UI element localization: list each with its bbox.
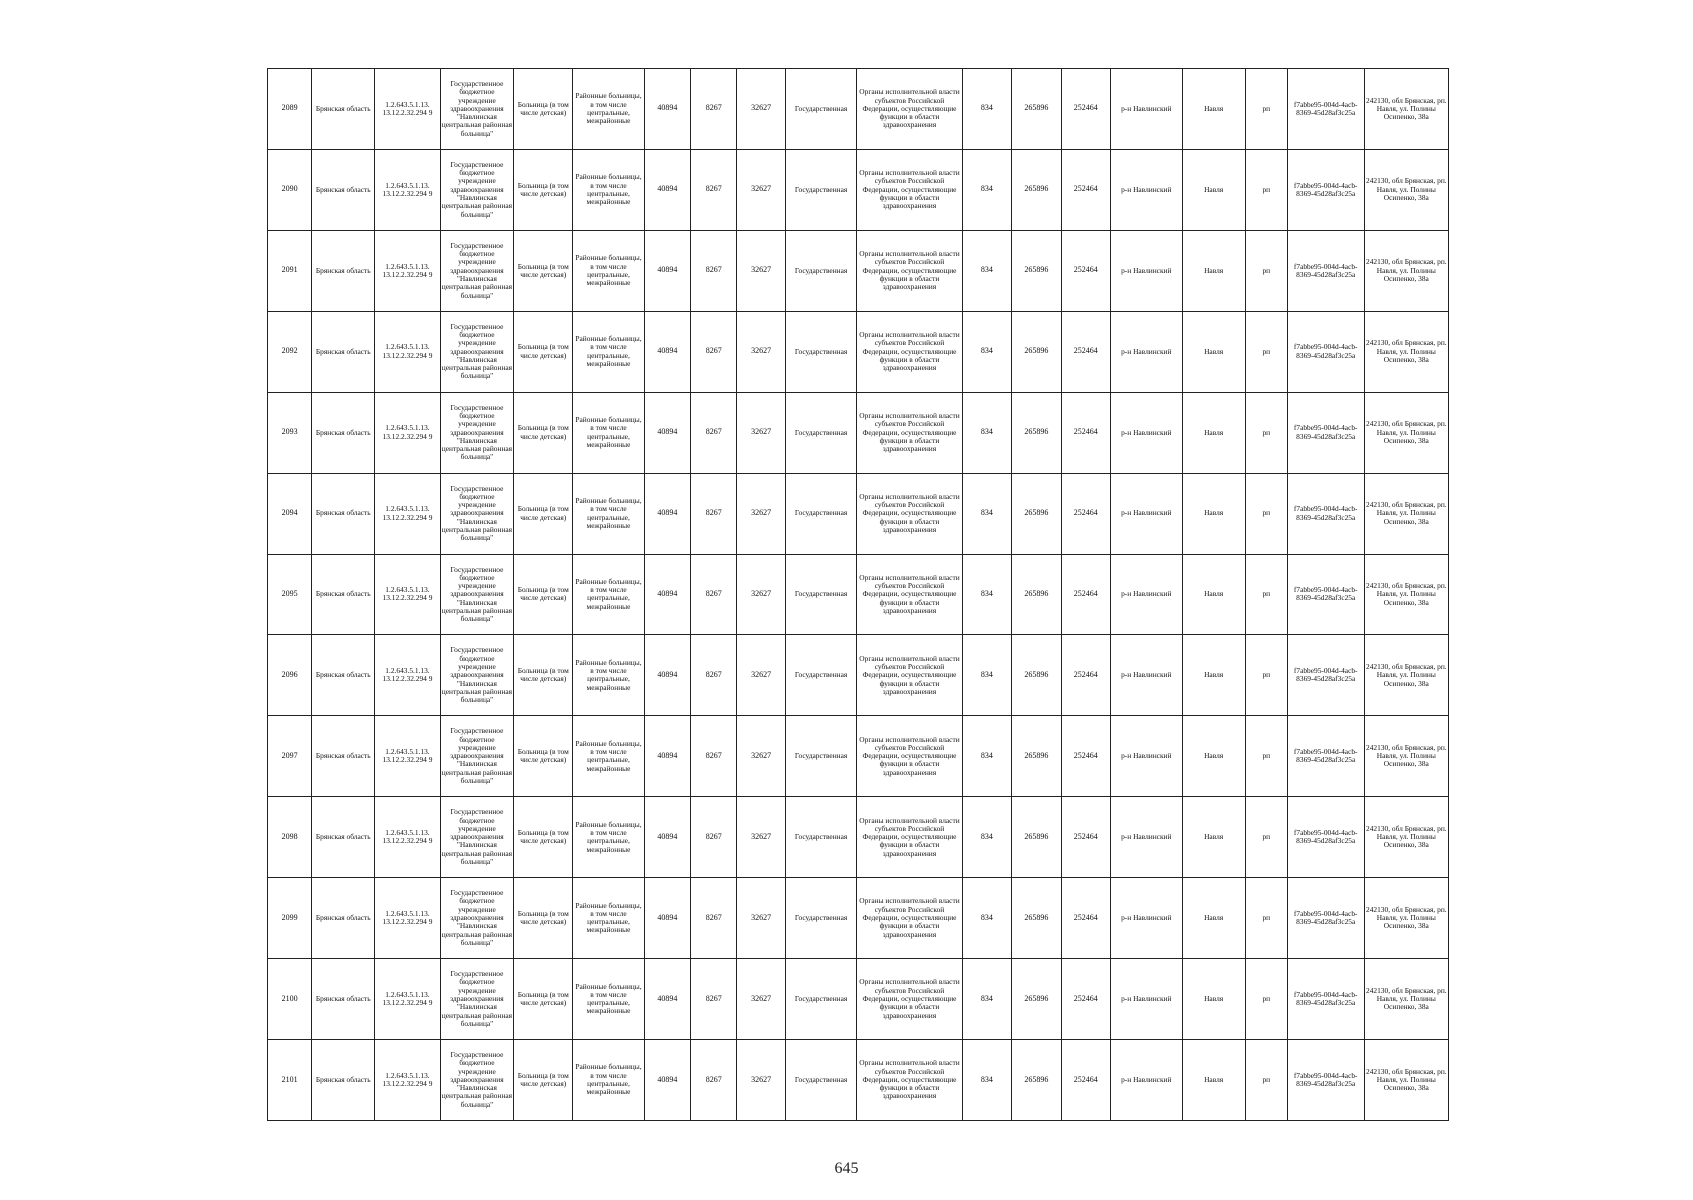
cell-oid: 1.2.643.5.1.13. 13.12.2.32.294 9 xyxy=(375,473,440,554)
cell-organization-name: Государственное бюджетное учреждение здравоохранения "Навлинская центральная районная больница" xyxy=(440,959,514,1040)
cell-facility-subtype: Районные больницы, в том числе центральные, межрайонные xyxy=(573,149,645,230)
cell-region: Брянская область xyxy=(312,311,375,392)
cell-governing-body: Органы исполнительной власти субъектов Российской Федерации, осуществляющие функции в области здравоохранения xyxy=(857,149,962,230)
cell-code-b: 8267 xyxy=(691,716,737,797)
cell-code-f: 252464 xyxy=(1061,959,1110,1040)
table-row xyxy=(268,473,1449,554)
cell-address: 242130, обл Брянская, рп. Навля, ул. Полины Осипенко, 38а xyxy=(1364,69,1448,150)
cell-district: р-н Навлинский xyxy=(1111,878,1183,959)
cell-ownership: Государственная xyxy=(785,69,857,150)
cell-oid: 1.2.643.5.1.13. 13.12.2.32.294 9 xyxy=(375,635,440,716)
cell-district: р-н Навлинский xyxy=(1111,716,1183,797)
cell-address: 242130, обл Брянская, рп. Навля, ул. Полины Осипенко, 38а xyxy=(1364,473,1448,554)
cell-governing-body: Органы исполнительной власти субъектов Российской Федерации, осуществляющие функции в области здравоохранения xyxy=(857,959,962,1040)
cell-code-c: 32627 xyxy=(737,1040,785,1121)
cell-code-b: 8267 xyxy=(691,797,737,878)
cell-code-d: 834 xyxy=(962,392,1011,473)
cell-guid: f7abbe95-004d-4acb-8369-45d28af3c25a xyxy=(1287,635,1364,716)
cell-code-a: 40894 xyxy=(644,69,690,150)
cell-address: 242130, обл Брянская, рп. Навля, ул. Полины Осипенко, 38а xyxy=(1364,554,1448,635)
cell-district: р-н Навлинский xyxy=(1111,473,1183,554)
cell-organization-name: Государственное бюджетное учреждение здравоохранения "Навлинская центральная районная больница" xyxy=(440,716,514,797)
cell-code-e: 265896 xyxy=(1012,554,1061,635)
cell-code-f: 252464 xyxy=(1061,716,1110,797)
cell-code-c: 32627 xyxy=(737,230,785,311)
cell-guid: f7abbe95-004d-4acb-8369-45d28af3c25a xyxy=(1287,716,1364,797)
cell-ownership: Государственная xyxy=(785,716,857,797)
cell-code-f: 252464 xyxy=(1061,554,1110,635)
cell-code-e: 265896 xyxy=(1012,1040,1061,1121)
cell-facility-type: Больница (в том числе детская) xyxy=(514,1040,573,1121)
cell-code-c: 32627 xyxy=(737,716,785,797)
cell-locality-type: рп xyxy=(1245,311,1287,392)
table-body xyxy=(268,69,1449,1121)
cell-code-c: 32627 xyxy=(737,797,785,878)
cell-facility-type: Больница (в том числе детская) xyxy=(514,69,573,150)
cell-row-number: 2100 xyxy=(268,959,312,1040)
cell-district: р-н Навлинский xyxy=(1111,554,1183,635)
cell-region: Брянская область xyxy=(312,473,375,554)
cell-oid: 1.2.643.5.1.13. 13.12.2.32.294 9 xyxy=(375,554,440,635)
cell-code-c: 32627 xyxy=(737,311,785,392)
cell-organization-name: Государственное бюджетное учреждение здравоохранения "Навлинская центральная районная больница" xyxy=(440,392,514,473)
cell-facility-subtype: Районные больницы, в том числе центральные, межрайонные xyxy=(573,554,645,635)
cell-code-d: 834 xyxy=(962,635,1011,716)
cell-ownership: Государственная xyxy=(785,797,857,878)
cell-locality-type: рп xyxy=(1245,716,1287,797)
cell-facility-subtype: Районные больницы, в том числе центральные, межрайонные xyxy=(573,716,645,797)
cell-code-f: 252464 xyxy=(1061,473,1110,554)
cell-code-a: 40894 xyxy=(644,311,690,392)
cell-facility-subtype: Районные больницы, в том числе центральные, межрайонные xyxy=(573,635,645,716)
cell-row-number: 2098 xyxy=(268,797,312,878)
cell-oid: 1.2.643.5.1.13. 13.12.2.32.294 9 xyxy=(375,716,440,797)
cell-region: Брянская область xyxy=(312,69,375,150)
cell-locality: Навля xyxy=(1182,797,1245,878)
cell-facility-type: Больница (в том числе детская) xyxy=(514,797,573,878)
cell-oid: 1.2.643.5.1.13. 13.12.2.32.294 9 xyxy=(375,392,440,473)
cell-row-number: 2092 xyxy=(268,311,312,392)
cell-oid: 1.2.643.5.1.13. 13.12.2.32.294 9 xyxy=(375,797,440,878)
cell-code-e: 265896 xyxy=(1012,878,1061,959)
cell-locality-type: рп xyxy=(1245,473,1287,554)
cell-guid: f7abbe95-004d-4acb-8369-45d28af3c25a xyxy=(1287,797,1364,878)
cell-district: р-н Навлинский xyxy=(1111,311,1183,392)
cell-locality: Навля xyxy=(1182,554,1245,635)
cell-region: Брянская область xyxy=(312,554,375,635)
cell-locality-type: рп xyxy=(1245,554,1287,635)
cell-address: 242130, обл Брянская, рп. Навля, ул. Полины Осипенко, 38а xyxy=(1364,716,1448,797)
cell-locality: Навля xyxy=(1182,635,1245,716)
cell-code-c: 32627 xyxy=(737,473,785,554)
cell-organization-name: Государственное бюджетное учреждение здравоохранения "Навлинская центральная районная больница" xyxy=(440,473,514,554)
cell-code-a: 40894 xyxy=(644,716,690,797)
cell-row-number: 2090 xyxy=(268,149,312,230)
cell-row-number: 2099 xyxy=(268,878,312,959)
cell-facility-subtype: Районные больницы, в том числе центральные, межрайонные xyxy=(573,392,645,473)
cell-code-b: 8267 xyxy=(691,959,737,1040)
table-row xyxy=(268,554,1449,635)
cell-oid: 1.2.643.5.1.13. 13.12.2.32.294 9 xyxy=(375,230,440,311)
cell-district: р-н Навлинский xyxy=(1111,230,1183,311)
cell-governing-body: Органы исполнительной власти субъектов Российской Федерации, осуществляющие функции в области здравоохранения xyxy=(857,230,962,311)
cell-address: 242130, обл Брянская, рп. Навля, ул. Полины Осипенко, 38а xyxy=(1364,635,1448,716)
cell-code-f: 252464 xyxy=(1061,797,1110,878)
registry-table xyxy=(267,68,1449,1121)
cell-code-f: 252464 xyxy=(1061,392,1110,473)
cell-locality-type: рп xyxy=(1245,635,1287,716)
cell-locality: Навля xyxy=(1182,69,1245,150)
cell-code-a: 40894 xyxy=(644,149,690,230)
cell-code-a: 40894 xyxy=(644,554,690,635)
cell-organization-name: Государственное бюджетное учреждение здравоохранения "Навлинская центральная районная больница" xyxy=(440,69,514,150)
cell-code-e: 265896 xyxy=(1012,69,1061,150)
cell-code-d: 834 xyxy=(962,716,1011,797)
cell-locality-type: рп xyxy=(1245,149,1287,230)
cell-row-number: 2089 xyxy=(268,69,312,150)
cell-code-b: 8267 xyxy=(691,1040,737,1121)
cell-facility-type: Больница (в том числе детская) xyxy=(514,230,573,311)
cell-facility-type: Больница (в том числе детская) xyxy=(514,959,573,1040)
cell-facility-subtype: Районные больницы, в том числе центральные, межрайонные xyxy=(573,797,645,878)
cell-oid: 1.2.643.5.1.13. 13.12.2.32.294 9 xyxy=(375,149,440,230)
cell-facility-subtype: Районные больницы, в том числе центральные, межрайонные xyxy=(573,1040,645,1121)
cell-locality-type: рп xyxy=(1245,392,1287,473)
cell-region: Брянская область xyxy=(312,1040,375,1121)
cell-code-a: 40894 xyxy=(644,635,690,716)
cell-guid: f7abbe95-004d-4acb-8369-45d28af3c25a xyxy=(1287,149,1364,230)
cell-locality: Навля xyxy=(1182,230,1245,311)
cell-code-a: 40894 xyxy=(644,1040,690,1121)
cell-code-c: 32627 xyxy=(737,69,785,150)
cell-region: Брянская область xyxy=(312,797,375,878)
table-row xyxy=(268,311,1449,392)
cell-ownership: Государственная xyxy=(785,149,857,230)
cell-locality: Навля xyxy=(1182,392,1245,473)
table-row xyxy=(268,149,1449,230)
cell-code-e: 265896 xyxy=(1012,959,1061,1040)
cell-code-b: 8267 xyxy=(691,635,737,716)
cell-address: 242130, обл Брянская, рп. Навля, ул. Полины Осипенко, 38а xyxy=(1364,311,1448,392)
table-row xyxy=(268,230,1449,311)
cell-oid: 1.2.643.5.1.13. 13.12.2.32.294 9 xyxy=(375,878,440,959)
cell-locality: Навля xyxy=(1182,473,1245,554)
cell-address: 242130, обл Брянская, рп. Навля, ул. Полины Осипенко, 38а xyxy=(1364,878,1448,959)
cell-code-a: 40894 xyxy=(644,392,690,473)
cell-row-number: 2101 xyxy=(268,1040,312,1121)
cell-code-c: 32627 xyxy=(737,392,785,473)
cell-facility-type: Больница (в том числе детская) xyxy=(514,149,573,230)
cell-code-e: 265896 xyxy=(1012,311,1061,392)
cell-governing-body: Органы исполнительной власти субъектов Российской Федерации, осуществляющие функции в области здравоохранения xyxy=(857,797,962,878)
cell-row-number: 2095 xyxy=(268,554,312,635)
cell-code-d: 834 xyxy=(962,554,1011,635)
cell-governing-body: Органы исполнительной власти субъектов Российской Федерации, осуществляющие функции в области здравоохранения xyxy=(857,878,962,959)
table-row xyxy=(268,392,1449,473)
cell-address: 242130, обл Брянская, рп. Навля, ул. Полины Осипенко, 38а xyxy=(1364,959,1448,1040)
cell-code-f: 252464 xyxy=(1061,878,1110,959)
cell-code-c: 32627 xyxy=(737,959,785,1040)
cell-locality: Навля xyxy=(1182,959,1245,1040)
cell-code-d: 834 xyxy=(962,311,1011,392)
cell-facility-subtype: Районные больницы, в том числе центральные, межрайонные xyxy=(573,230,645,311)
cell-locality: Навля xyxy=(1182,716,1245,797)
cell-row-number: 2094 xyxy=(268,473,312,554)
cell-region: Брянская область xyxy=(312,959,375,1040)
cell-code-a: 40894 xyxy=(644,959,690,1040)
cell-code-d: 834 xyxy=(962,797,1011,878)
cell-oid: 1.2.643.5.1.13. 13.12.2.32.294 9 xyxy=(375,959,440,1040)
cell-code-b: 8267 xyxy=(691,878,737,959)
cell-region: Брянская область xyxy=(312,635,375,716)
cell-locality-type: рп xyxy=(1245,69,1287,150)
cell-guid: f7abbe95-004d-4acb-8369-45d28af3c25a xyxy=(1287,554,1364,635)
cell-governing-body: Органы исполнительной власти субъектов Российской Федерации, осуществляющие функции в области здравоохранения xyxy=(857,554,962,635)
cell-code-e: 265896 xyxy=(1012,230,1061,311)
cell-district: р-н Навлинский xyxy=(1111,635,1183,716)
cell-locality-type: рп xyxy=(1245,797,1287,878)
cell-code-f: 252464 xyxy=(1061,230,1110,311)
cell-facility-type: Больница (в том числе детская) xyxy=(514,635,573,716)
cell-facility-type: Больница (в том числе детская) xyxy=(514,392,573,473)
cell-organization-name: Государственное бюджетное учреждение здравоохранения "Навлинская центральная районная больница" xyxy=(440,149,514,230)
cell-code-b: 8267 xyxy=(691,473,737,554)
cell-guid: f7abbe95-004d-4acb-8369-45d28af3c25a xyxy=(1287,230,1364,311)
cell-locality: Навля xyxy=(1182,878,1245,959)
cell-code-e: 265896 xyxy=(1012,797,1061,878)
page-number: 645 xyxy=(834,1160,859,1177)
cell-code-d: 834 xyxy=(962,69,1011,150)
cell-governing-body: Органы исполнительной власти субъектов Российской Федерации, осуществляющие функции в области здравоохранения xyxy=(857,311,962,392)
cell-facility-subtype: Районные больницы, в том числе центральные, межрайонные xyxy=(573,69,645,150)
cell-oid: 1.2.643.5.1.13. 13.12.2.32.294 9 xyxy=(375,69,440,150)
cell-district: р-н Навлинский xyxy=(1111,149,1183,230)
cell-facility-subtype: Районные больницы, в том числе центральные, межрайонные xyxy=(573,878,645,959)
cell-code-d: 834 xyxy=(962,230,1011,311)
cell-guid: f7abbe95-004d-4acb-8369-45d28af3c25a xyxy=(1287,311,1364,392)
cell-code-b: 8267 xyxy=(691,311,737,392)
cell-governing-body: Органы исполнительной власти субъектов Российской Федерации, осуществляющие функции в области здравоохранения xyxy=(857,635,962,716)
cell-guid: f7abbe95-004d-4acb-8369-45d28af3c25a xyxy=(1287,878,1364,959)
cell-district: р-н Навлинский xyxy=(1111,797,1183,878)
cell-oid: 1.2.643.5.1.13. 13.12.2.32.294 9 xyxy=(375,1040,440,1121)
cell-district: р-н Навлинский xyxy=(1111,69,1183,150)
cell-guid: f7abbe95-004d-4acb-8369-45d28af3c25a xyxy=(1287,69,1364,150)
cell-locality-type: рп xyxy=(1245,878,1287,959)
cell-organization-name: Государственное бюджетное учреждение здравоохранения "Навлинская центральная районная больница" xyxy=(440,230,514,311)
cell-facility-subtype: Районные больницы, в том числе центральные, межрайонные xyxy=(573,959,645,1040)
table-row xyxy=(268,1040,1449,1121)
cell-address: 242130, обл Брянская, рп. Навля, ул. Полины Осипенко, 38а xyxy=(1364,1040,1448,1121)
cell-district: р-н Навлинский xyxy=(1111,1040,1183,1121)
cell-code-b: 8267 xyxy=(691,554,737,635)
cell-code-e: 265896 xyxy=(1012,473,1061,554)
cell-governing-body: Органы исполнительной власти субъектов Российской Федерации, осуществляющие функции в области здравоохранения xyxy=(857,716,962,797)
cell-code-a: 40894 xyxy=(644,797,690,878)
cell-code-f: 252464 xyxy=(1061,69,1110,150)
cell-ownership: Государственная xyxy=(785,554,857,635)
cell-code-e: 265896 xyxy=(1012,392,1061,473)
cell-locality-type: рп xyxy=(1245,959,1287,1040)
registry-sheet xyxy=(267,68,1449,1121)
table-row xyxy=(268,716,1449,797)
cell-region: Брянская область xyxy=(312,230,375,311)
cell-ownership: Государственная xyxy=(785,473,857,554)
cell-oid: 1.2.643.5.1.13. 13.12.2.32.294 9 xyxy=(375,311,440,392)
cell-row-number: 2097 xyxy=(268,716,312,797)
table-row xyxy=(268,69,1449,150)
cell-code-c: 32627 xyxy=(737,878,785,959)
cell-locality: Навля xyxy=(1182,1040,1245,1121)
cell-governing-body: Органы исполнительной власти субъектов Российской Федерации, осуществляющие функции в области здравоохранения xyxy=(857,1040,962,1121)
cell-ownership: Государственная xyxy=(785,392,857,473)
cell-facility-subtype: Районные больницы, в том числе центральные, межрайонные xyxy=(573,473,645,554)
cell-locality: Навля xyxy=(1182,149,1245,230)
cell-ownership: Государственная xyxy=(785,878,857,959)
cell-guid: f7abbe95-004d-4acb-8369-45d28af3c25a xyxy=(1287,392,1364,473)
cell-ownership: Государственная xyxy=(785,1040,857,1121)
cell-code-d: 834 xyxy=(962,878,1011,959)
cell-code-e: 265896 xyxy=(1012,149,1061,230)
cell-district: р-н Навлинский xyxy=(1111,392,1183,473)
cell-code-c: 32627 xyxy=(737,635,785,716)
cell-code-e: 265896 xyxy=(1012,635,1061,716)
cell-address: 242130, обл Брянская, рп. Навля, ул. Полины Осипенко, 38а xyxy=(1364,230,1448,311)
cell-locality-type: рп xyxy=(1245,230,1287,311)
table-row xyxy=(268,635,1449,716)
cell-code-f: 252464 xyxy=(1061,311,1110,392)
cell-code-a: 40894 xyxy=(644,878,690,959)
cell-code-a: 40894 xyxy=(644,230,690,311)
cell-address: 242130, обл Брянская, рп. Навля, ул. Полины Осипенко, 38а xyxy=(1364,797,1448,878)
cell-locality: Навля xyxy=(1182,311,1245,392)
cell-facility-type: Больница (в том числе детская) xyxy=(514,716,573,797)
cell-organization-name: Государственное бюджетное учреждение здравоохранения "Навлинская центральная районная больница" xyxy=(440,1040,514,1121)
cell-code-e: 265896 xyxy=(1012,716,1061,797)
cell-governing-body: Органы исполнительной власти субъектов Российской Федерации, осуществляющие функции в области здравоохранения xyxy=(857,392,962,473)
cell-region: Брянская область xyxy=(312,392,375,473)
cell-ownership: Государственная xyxy=(785,311,857,392)
cell-organization-name: Государственное бюджетное учреждение здравоохранения "Навлинская центральная районная больница" xyxy=(440,635,514,716)
cell-facility-type: Больница (в том числе детская) xyxy=(514,878,573,959)
cell-organization-name: Государственное бюджетное учреждение здравоохранения "Навлинская центральная районная больница" xyxy=(440,311,514,392)
cell-row-number: 2091 xyxy=(268,230,312,311)
cell-guid: f7abbe95-004d-4acb-8369-45d28af3c25a xyxy=(1287,959,1364,1040)
cell-code-a: 40894 xyxy=(644,473,690,554)
cell-code-f: 252464 xyxy=(1061,149,1110,230)
cell-organization-name: Государственное бюджетное учреждение здравоохранения "Навлинская центральная районная больница" xyxy=(440,554,514,635)
cell-region: Брянская область xyxy=(312,149,375,230)
cell-row-number: 2096 xyxy=(268,635,312,716)
cell-code-d: 834 xyxy=(962,1040,1011,1121)
cell-code-b: 8267 xyxy=(691,149,737,230)
cell-code-f: 252464 xyxy=(1061,635,1110,716)
cell-code-d: 834 xyxy=(962,959,1011,1040)
table-row xyxy=(268,878,1449,959)
cell-code-b: 8267 xyxy=(691,69,737,150)
cell-code-f: 252464 xyxy=(1061,1040,1110,1121)
cell-code-d: 834 xyxy=(962,149,1011,230)
cell-ownership: Государственная xyxy=(785,959,857,1040)
cell-facility-subtype: Районные больницы, в том числе центральные, межрайонные xyxy=(573,311,645,392)
cell-code-b: 8267 xyxy=(691,392,737,473)
cell-governing-body: Органы исполнительной власти субъектов Российской Федерации, осуществляющие функции в области здравоохранения xyxy=(857,473,962,554)
cell-organization-name: Государственное бюджетное учреждение здравоохранения "Навлинская центральная районная больница" xyxy=(440,797,514,878)
cell-code-b: 8267 xyxy=(691,230,737,311)
cell-ownership: Государственная xyxy=(785,230,857,311)
cell-code-c: 32627 xyxy=(737,149,785,230)
cell-ownership: Государственная xyxy=(785,635,857,716)
cell-region: Брянская область xyxy=(312,878,375,959)
table-row xyxy=(268,959,1449,1040)
cell-guid: f7abbe95-004d-4acb-8369-45d28af3c25a xyxy=(1287,1040,1364,1121)
cell-facility-type: Больница (в том числе детская) xyxy=(514,554,573,635)
cell-governing-body: Органы исполнительной власти субъектов Российской Федерации, осуществляющие функции в области здравоохранения xyxy=(857,69,962,150)
cell-facility-type: Больница (в том числе детская) xyxy=(514,473,573,554)
cell-facility-type: Больница (в том числе детская) xyxy=(514,311,573,392)
cell-guid: f7abbe95-004d-4acb-8369-45d28af3c25a xyxy=(1287,473,1364,554)
table-row xyxy=(268,797,1449,878)
cell-district: р-н Навлинский xyxy=(1111,959,1183,1040)
cell-code-d: 834 xyxy=(962,473,1011,554)
cell-organization-name: Государственное бюджетное учреждение здравоохранения "Навлинская центральная районная больница" xyxy=(440,878,514,959)
cell-address: 242130, обл Брянская, рп. Навля, ул. Полины Осипенко, 38а xyxy=(1364,392,1448,473)
cell-address: 242130, обл Брянская, рп. Навля, ул. Полины Осипенко, 38а xyxy=(1364,149,1448,230)
cell-code-c: 32627 xyxy=(737,554,785,635)
cell-region: Брянская область xyxy=(312,716,375,797)
cell-row-number: 2093 xyxy=(268,392,312,473)
cell-locality-type: рп xyxy=(1245,1040,1287,1121)
